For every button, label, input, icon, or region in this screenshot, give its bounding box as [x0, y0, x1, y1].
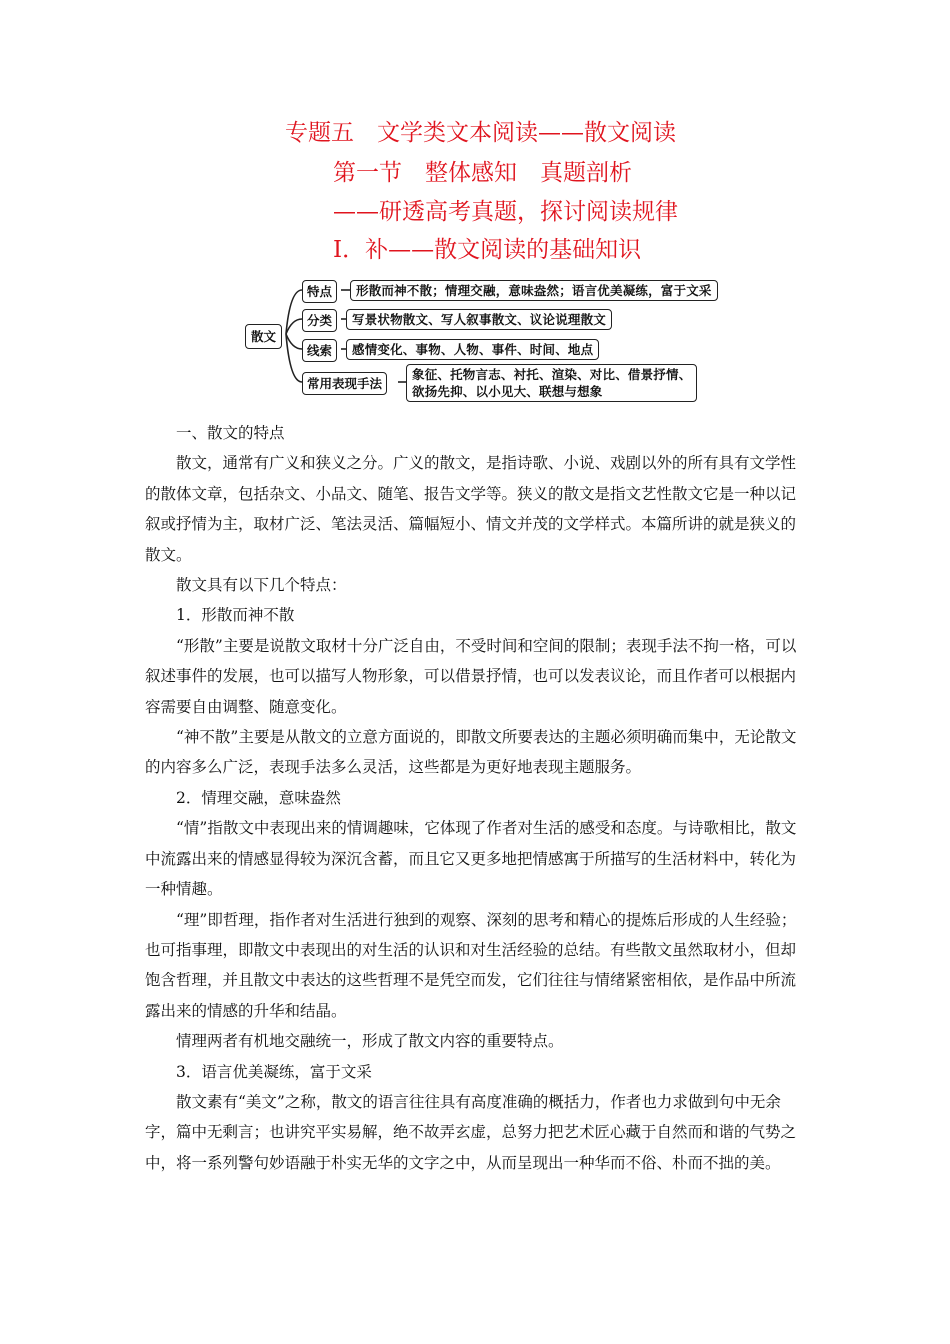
subheading-1: 1．形散而神不散: [176, 606, 295, 625]
connector-root-fenlei: [286, 319, 302, 334]
topic-title: 专题五 文学类文本阅读——散文阅读: [285, 120, 676, 146]
category-node-shoufa: 常用表现手法: [302, 372, 387, 395]
detail-shoufa-line2: 欲扬先抑、以小见大、联想与想象: [412, 384, 603, 399]
subheading-3: 3．语言优美凝练，富于文采: [176, 1062, 372, 1081]
paragraph-yuyan: 散文素有“美文”之称，散文的语言往往具有高度准确的概括力，作者也力求做到句中无余字，篇中无剩言；也讲究平实易解，绝不故弄玄虚，总努力把艺术匠心藏于自然而和谐的气势之中，将一系列警句妙语融于朴实无华的文字之中，从而呈现出一种华而不俗、朴而不拙的美。: [145, 1092, 797, 1172]
section-heading: 一、散文的特点: [176, 424, 285, 442]
paragraph-qing: “情”指散文中表现出来的情调趣味，它体现了作者对生活的感受和态度。与诗歌相比，散文中流露出来的情感显得较为深沉含蓄，而且它又更多地把情感寓于所描写的生活材料中，转化为一种情趣。: [145, 819, 797, 899]
diagram-root-node: 散文: [245, 324, 282, 349]
category-node-xiansuo: 线索: [302, 339, 337, 362]
section-title: 第一节 整体感知 真题剖析: [333, 160, 632, 186]
detail-node-fenlei: 写景状物散文、写人叙事散文、议论说理散文: [346, 309, 612, 330]
detail-shoufa-line1: 象征、托物言志、衬托、渲染、对比、借景抒情、: [412, 367, 692, 382]
paragraph-xingsan: “形散”主要是说散文取材十分广泛自由，不受时间和空间的限制；表现手法不拘一格，可以叙述事件的发展，也可以描写人物形象，可以借景抒情，也可以发表议论，而且作者可以根据内容需要自由调整、随意变化。: [145, 636, 797, 716]
category-node-tedian: 特点: [302, 280, 337, 303]
paragraph-intro: 散文具有以下几个特点：: [176, 576, 347, 595]
paragraph-li: “理”即哲理，指作者对生活进行独到的观察、深刻的思考和精心的提炼后形成的人生经验；也可指事理，即散文中表现出的对生活的认识和对生活经验的总结。有些散文虽然取材小，但却饱含哲理，并且散文中表达的这些哲理不是凭空而发，它们往往与情绪紧密相依，是作品中所流露出来的情感的升华和结晶。: [145, 910, 797, 1020]
detail-node-shoufa: [406, 364, 697, 402]
section-subtitle: ——研透高考真题，探讨阅读规律: [333, 199, 678, 225]
prose-knowledge-diagram: [240, 272, 780, 412]
connector-root-xiansuo: [286, 334, 302, 349]
category-node-fenlei: 分类: [302, 309, 337, 332]
paragraph-tongyi: 情理两者有机地交融统一，形成了散文内容的重要特点。: [176, 1032, 564, 1051]
connector-root-shoufa: [286, 334, 302, 382]
article-body: [145, 418, 810, 1178]
subheading-2: 2．情理交融，意味盎然: [176, 788, 341, 807]
detail-node-tedian: 形散而神不散；情理交融，意味盎然；语言优美凝练，富于文采: [350, 280, 718, 301]
paragraph-definition: 散文，通常有广义和狭义之分。广义的散文，是指诗歌、小说、戏剧以外的所有具有文学性的散体文章，包括杂文、小品文、随笔、报告文学等。狭义的散文是指文艺性散文它是一种以记叙或抒情为主，取材广泛、笔法灵活、篇幅短小、情文并茂的文学样式。本篇所讲的就是狭义的散文。: [145, 454, 797, 564]
paragraph-shenbusan: “神不散”主要是从散文的立意方面说的，即散文所要表达的主题必须明确而集中，无论散文的内容多么广泛，表现手法多么灵活，这些都是为更好地表现主题服务。: [145, 728, 797, 777]
detail-node-xiansuo: 感情变化、事物、人物、事件、时间、地点: [346, 339, 599, 360]
part-title: Ⅰ．补——散文阅读的基础知识: [333, 237, 642, 263]
